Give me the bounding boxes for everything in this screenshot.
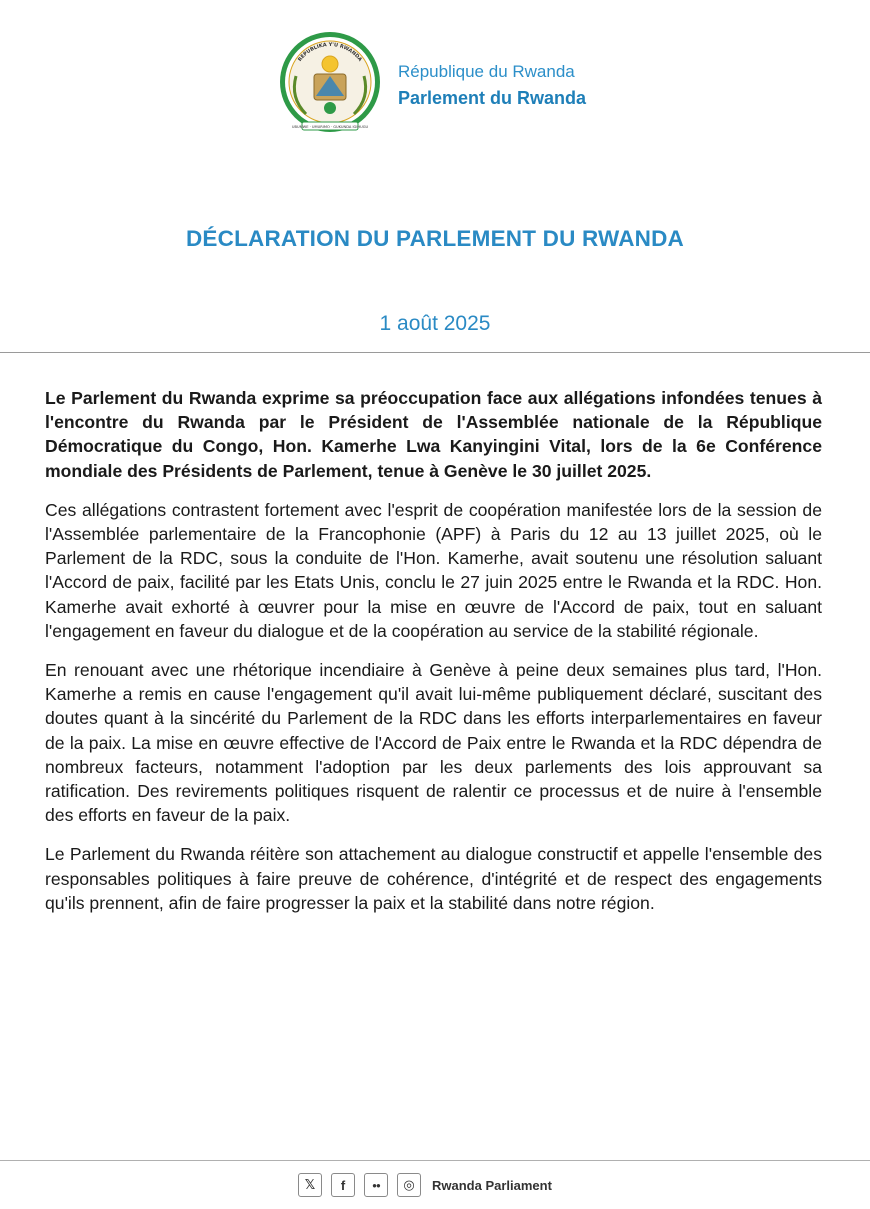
- document-date: 1 août 2025: [379, 312, 491, 335]
- seal-text: REPUBLIKA Y'U RWANDA: [297, 41, 363, 63]
- letterhead: [276, 26, 616, 146]
- footer-divider: [0, 1160, 870, 1161]
- social-handle: Rwanda Parliament: [432, 1177, 552, 1193]
- document-title: DÉCLARATION DU PARLEMENT DU RWANDA: [185, 226, 685, 251]
- x-twitter-icon[interactable]: 𝕏: [298, 1173, 322, 1197]
- document-body: [45, 386, 822, 930]
- organization-name: [398, 62, 586, 109]
- coat-of-arms-seal-icon: [276, 26, 384, 146]
- paragraph: Ces allégations contrastent fortement avec l'esprit de coopération manifestée lors de la session de l'Assemblée parlementaire de la Francophonie (APF) à Paris du 12 au 13 juillet 2025, où le Parlement de la RDC, sous la conduite de l'Hon. Kamerhe, avait soutenu une résolution saluant l'Accord de paix, facilité par les Etats Unis, conclu le 27 juin 2025 entre le Rwanda et la RDC. Hon. Kamerhe avait exhorté à œuvrer pour la mise en œuvre de l'Accord de paix, tout en saluant l'engagement en faveur du dialogue et de la coopération au service de la stabilité régionale.: [45, 499, 822, 641]
- paragraph: Le Parlement du Rwanda réitère son attachement au dialogue constructif et appelle l'ensemble des responsables politiques à faire preuve de cohérence, d'intégrité et de respect des engagements qu'ils prennent, afin de faire progresser la paix et la stabilité dans notre région.: [45, 844, 822, 913]
- header-divider: [0, 352, 870, 353]
- paragraph-lead: Le Parlement du Rwanda exprime sa préoccupation face aux allégations infondées tenues à l'encontre du Rwanda par le Président de l'Assemblée nationale de la République Démocratique du Congo, Hon. Kamerhe Lwa Kanyingini Vital, lors de la 6e Conférence mondiale des Présidents de Parlement, tenue à Genève le 30 juillet 2025.: [45, 388, 822, 481]
- instagram-icon[interactable]: ◎: [397, 1173, 421, 1197]
- org-line-republic: République du Rwanda: [398, 62, 575, 81]
- seal-motto: UBUMWE · UMURIMO · GUKUNDA IGIHUGU: [291, 125, 369, 129]
- paragraph: En renouant avec une rhétorique incendiaire à Genève à peine deux semaines plus tard, l'Hon. Kamerhe a remis en cause l'engagement qu'il avait lui-même publiquement déclaré, suscitant des doutes quant à la sincérité du Parlement de la RDC dans les efforts interparlementaires en faveur de la paix. La mise en œuvre effective de l'Accord de Paix entre le Rwanda et la RDC dépendra de nombreux facteurs, notamment l'adoption par les deux parlements des lois approuvant sa ratification. Des revirements politiques risquent de ralentir ce processus et de nuire à l'ensemble des efforts en faveur de la paix.: [45, 660, 822, 826]
- facebook-icon[interactable]: f: [331, 1173, 355, 1197]
- footer-social-bar: [298, 1172, 552, 1198]
- org-line-parliament: Parlement du Rwanda: [398, 88, 587, 108]
- flickr-icon[interactable]: ●●: [364, 1173, 388, 1197]
